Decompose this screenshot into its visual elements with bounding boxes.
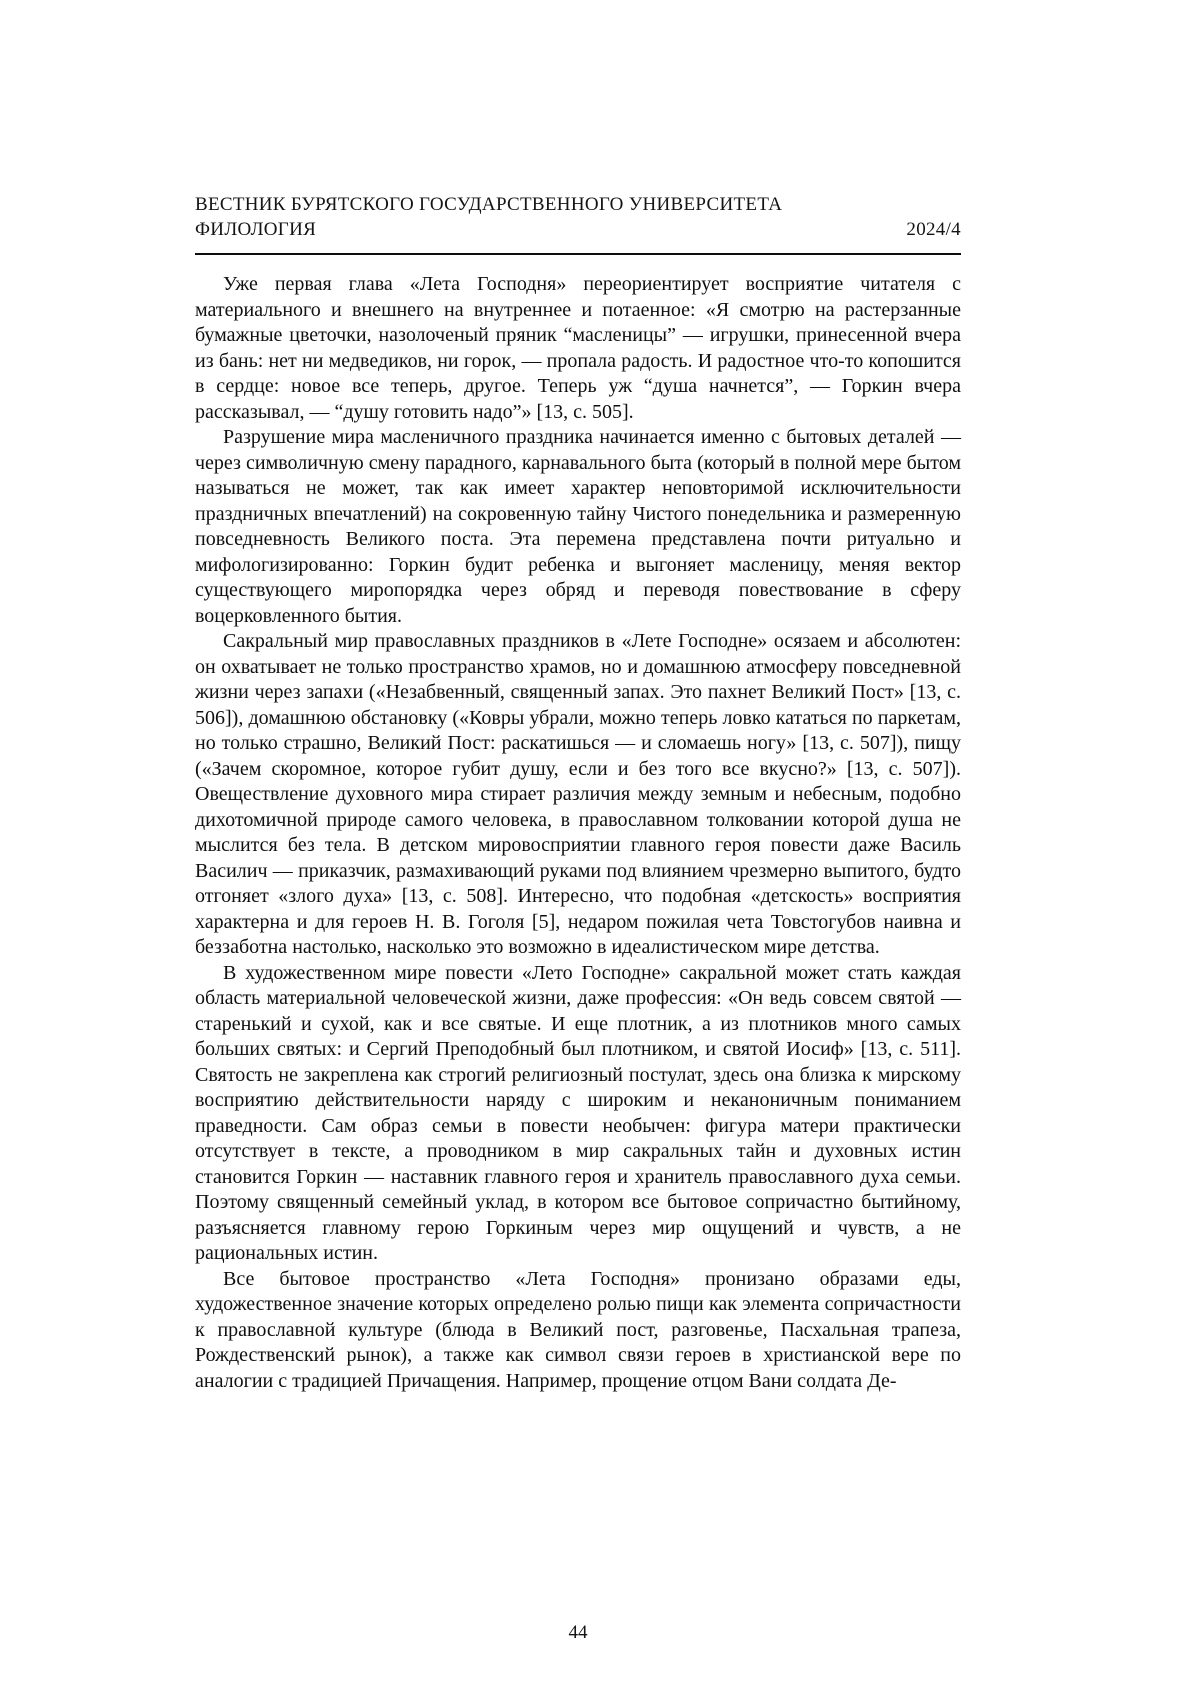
body-paragraph: Все бытовое пространство «Лета Господня» пронизано образами еды, художественное значение которых определено ролью пищи как элемента сопричастности к православной культуре (блюда в Великий пост, разговенье, Пасхальная трапеза, Рождественский рынок), а также как символ связи героев в христианской вере по аналогии с традицией Причащения. Например, прощение отцом Вани солдата Де- (195, 1267, 961, 1392)
article-body (195, 272, 961, 1394)
issue-number: 2024/4 (906, 219, 961, 240)
body-paragraph: Разрушение мира масленичного праздника начинается именно с бытовых деталей — через символичную смену парадного, карнавального быта (который в полной мере бытом называться не может, так как имеет характер неповторимой исключительности праздничных впечатлений) на сокровенную тайну Чистого понедельника и размеренную повседневность Великого поста. Эта перемена представлена почти ритуально и мифологизированно: Горкин будит ребенка и выгоняет масленицу, меняя вектор существующего миропорядка через обряд и переводя повествование в сферу воцерковленного бытия. (195, 426, 961, 627)
running-head-left (195, 192, 782, 242)
body-paragraph: Уже первая глава «Лета Господня» переориентирует восприятие читателя с материального и внешнего на внутреннее и потаенное: «Я смотрю на растерзанные бумажные цветочки, назолоченый пряник “масленицы” — игрушки, принесенной вчера из бань: нет ни медведиков, ни горок, — пропала радость. И радостное что-то копошится в сердце: новое все теперь, другое. Теперь уж “душа начнется”, — Горкин вчера рассказывал, — “душу готовить надо”» [13, с. 505]. (195, 273, 961, 423)
page-footer (195, 1622, 961, 1644)
running-head (195, 192, 961, 242)
header-rule (195, 253, 961, 255)
body-paragraph: Сакральный мир православных праздников в «Лете Господне» осязаем и абсолютен: он охватывает не только пространство храмов, но и домашнюю атмосферу повседневной жизни через запахи («Незабвенный, священный запах. Это пахнет Великий Пост» [13, с. 506]), домашнюю обстановку («Ковры убрали, можно теперь ловко кататься по паркетам, но только страшно, Великий Пост: раскатишься — и сломаешь ногу» [13, с. 507]), пищу («Зачем скоромное, которое губит душу, если и без того все вкусно?» [13, с. 507]). Овеществление духовного мира стирает различия между земным и небесным, подобно дихотомичной природе самого человека, в православном толковании которой душа не мыслится без тела. В детском мировосприятии главного героя повести даже Василь Василич — приказчик, размахивающий руками под влиянием чрезмерно выпитого, будто отгоняет «злого духа» [13, с. 508]. Интересно, что подобная «детскость» восприятия характерна и для героев Н. В. Гоголя [5], недаром пожилая чета Товстогубов наивна и беззаботна настолько, насколько это возможно в идеалистическом мире детства. (195, 630, 961, 958)
journal-title: ВЕСТНИК БУРЯТСКОГО ГОСУДАРСТВЕННОГО УНИВЕРСИТЕТА (195, 194, 783, 215)
journal-section: ФИЛОЛОГИЯ (195, 219, 317, 240)
page-content (195, 192, 961, 1394)
page-number: 44 (568, 1622, 588, 1643)
body-paragraph: В художественном мире повести «Лето Господне» сакральной может стать каждая область материальной человеческой жизни, даже профессия: «Он ведь совсем святой — старенький и сухой, как и все святые. И еще плотник, а из плотников много самых больших святых: и Сергий Преподобный был плотником, и святой Иосиф» [13, с. 511]. Святость не закреплена как строгий религиозный постулат, здесь она близка к мирскому восприятию действительности наряду с широким и неканоничным пониманием праведности. Сам образ семьи в повести необычен: фигура матери практически отсутствует в тексте, а проводником в мир сакральных тайн и духовных истин становится Горкин — наставник главного героя и хранитель православного духа семьи. Поэтому священный семейный уклад, в котором все бытовое сопричастно бытийному, разъясняется главному герою Горкиным через мир ощущений и чувств, а не рациональных истин. (195, 961, 961, 1264)
